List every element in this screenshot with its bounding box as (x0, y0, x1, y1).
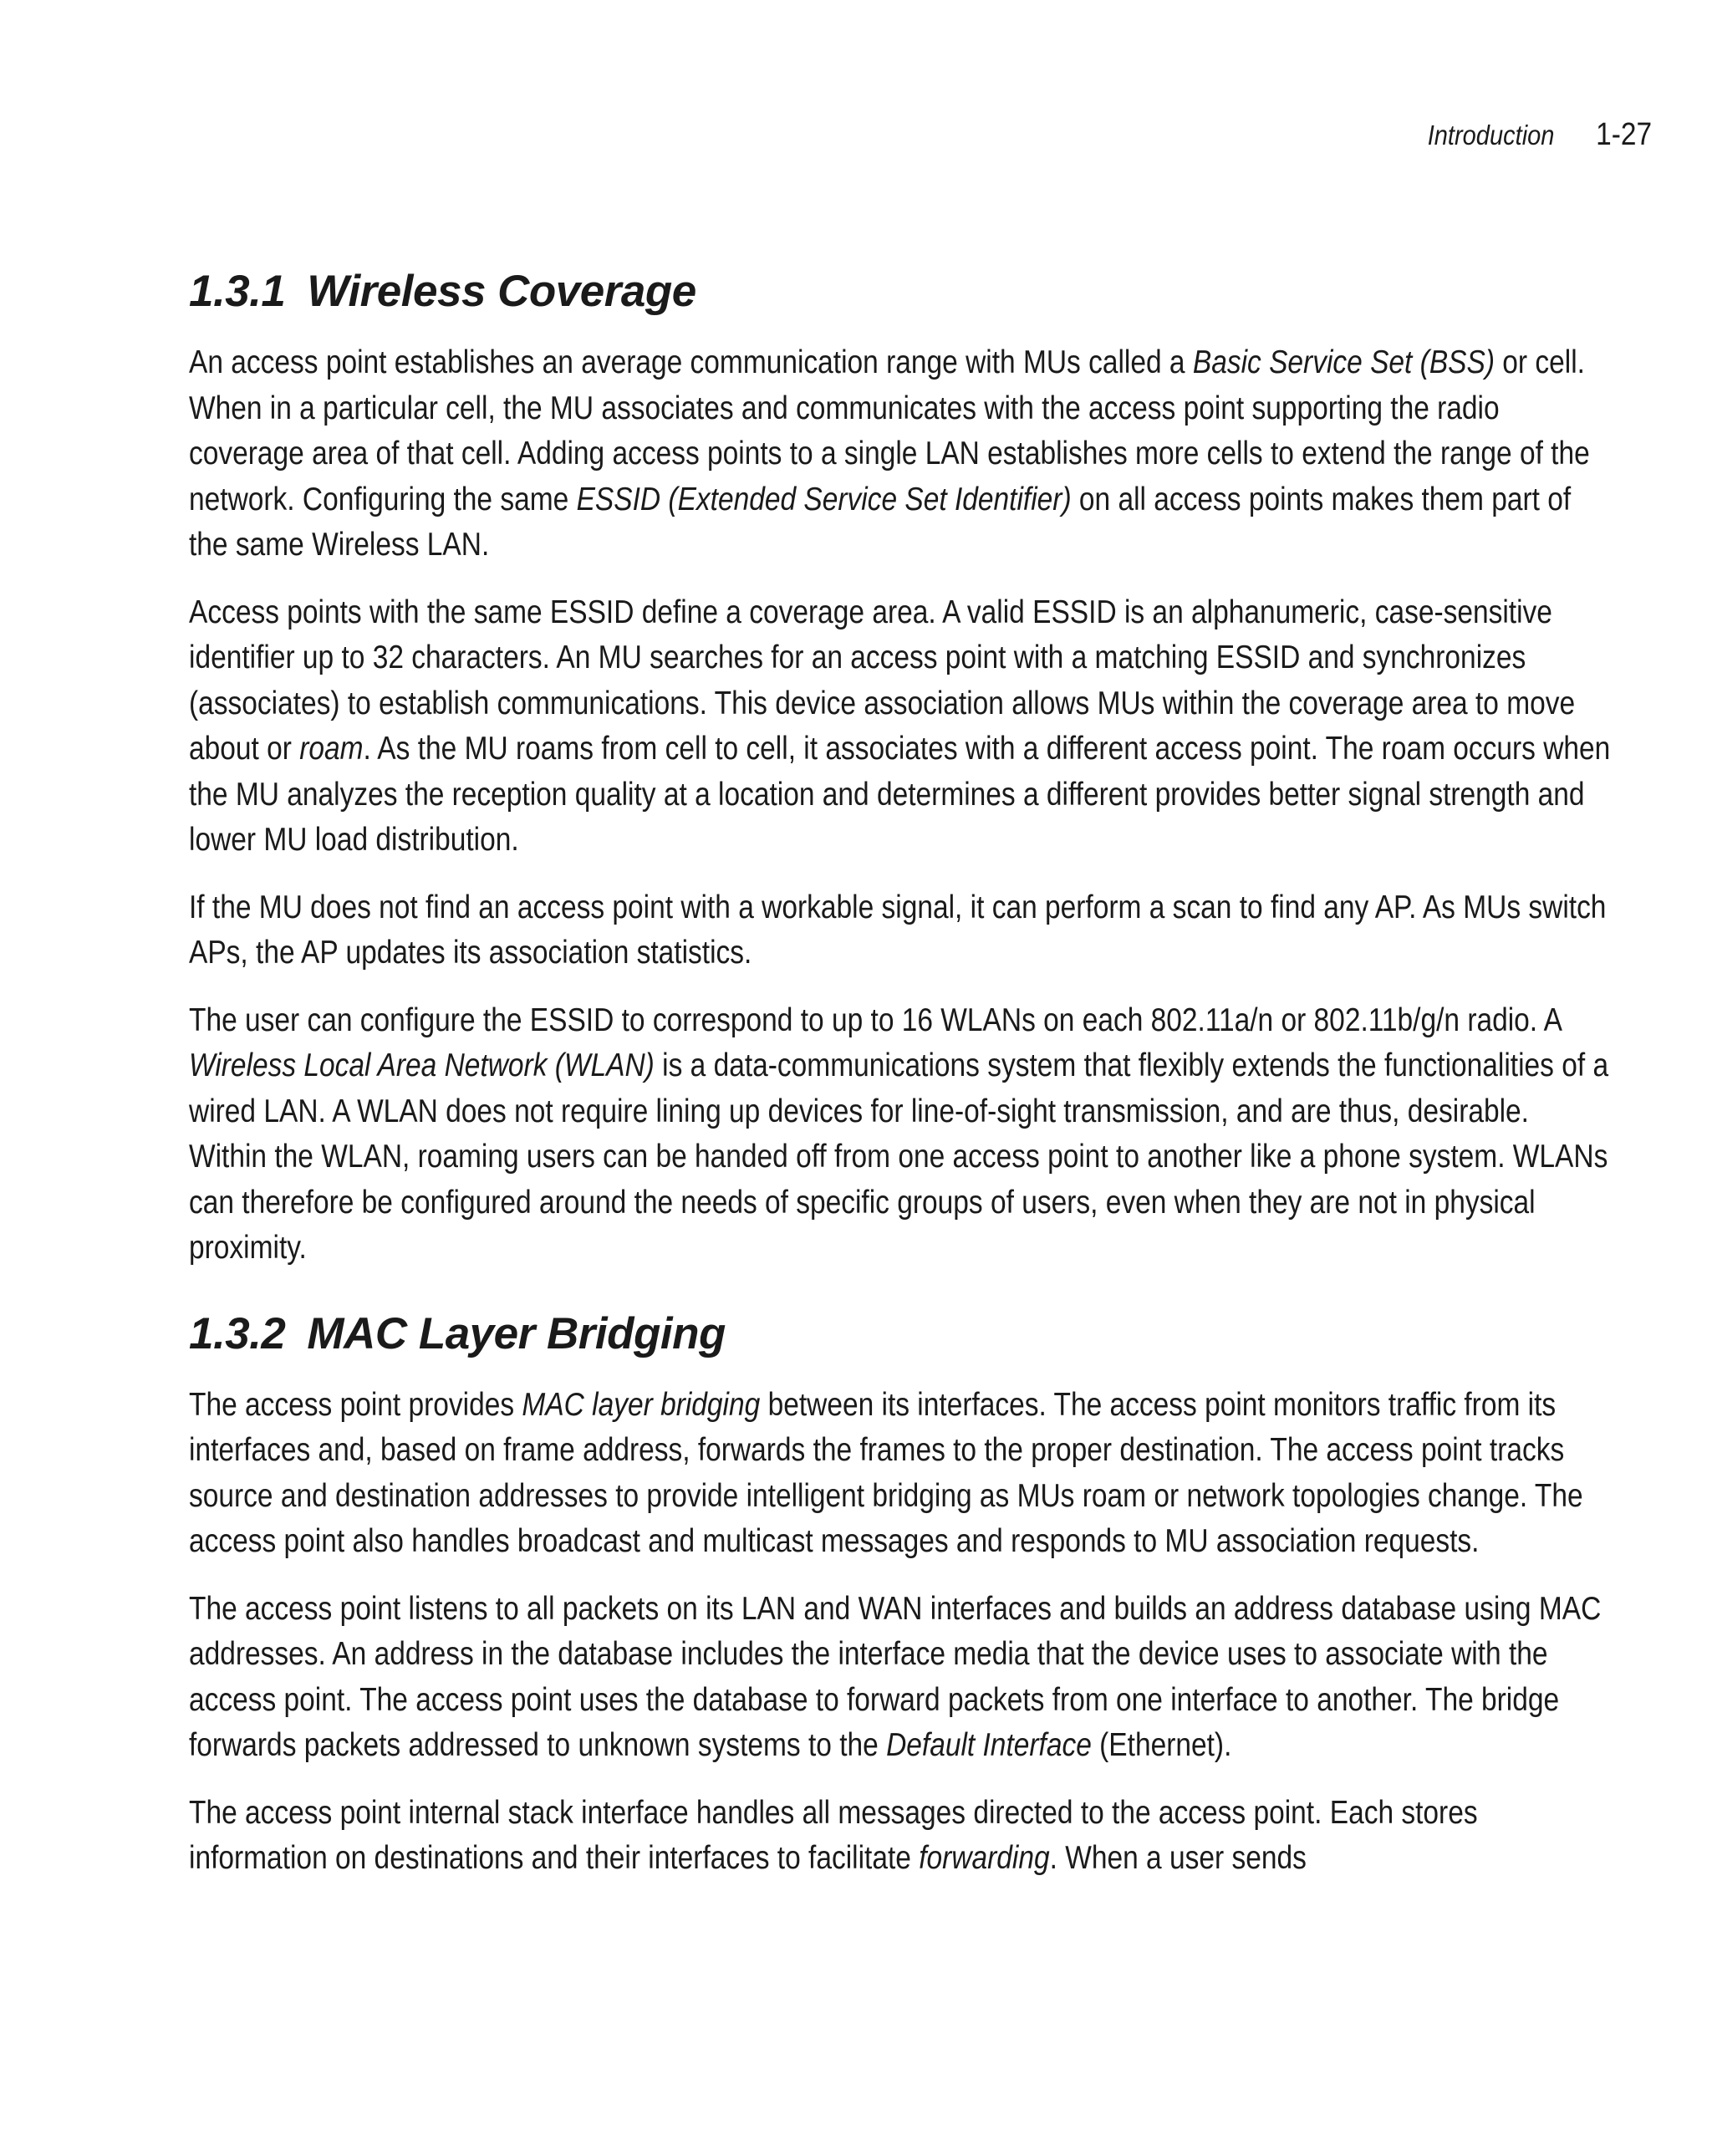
section-heading-mac-layer-bridging (189, 1308, 1610, 1359)
section-number: 1.3.1 (189, 267, 286, 316)
italic-term: Wireless Local Area Network (WLAN) (189, 1047, 655, 1083)
section-title: MAC Layer Bridging (307, 1308, 726, 1358)
italic-term: roam (299, 731, 364, 767)
text-run: Access points with the same ESSID define a coverage area. A valid ESSID is an alphanumeric, case-sensitive identifier up to 32 characters. An MU searches for an access point with a matching ESSID and synchronizes (associates) to establish communications. This device association allows MUs within the coverage area to move about or (189, 594, 1576, 767)
italic-term: forwarding (919, 1840, 1050, 1876)
text-run: . When a user sends (1049, 1840, 1307, 1876)
running-header-title: Introduction (1428, 120, 1555, 150)
italic-term: ESSID (Extended Service Set Identifier) (576, 481, 1072, 517)
section-heading-wireless-coverage (189, 266, 1610, 317)
italic-term: Default Interface (886, 1727, 1092, 1763)
text-run: or cell. When in a particular cell, the MU associates and communicates with the access point supporting the radio coverage area of that cell. Adding access points to a single LAN establishes more cells to extend the range of the network. Configuring the same (189, 344, 1590, 517)
text-run: An access point establishes an average communication range with MUs called a (189, 344, 1193, 380)
text-run: The access point internal stack interface handles all messages directed to the access point. Each stores information on destinations and their interfaces to facilitate (189, 1794, 1478, 1876)
text-run: on all access points makes them part of the same Wireless LAN. (189, 481, 1572, 563)
paragraph (189, 1587, 1614, 1769)
text-run: (Ethernet). (1091, 1727, 1232, 1763)
page-number: 1-27 (1596, 117, 1652, 152)
text-run: The access point listens to all packets on its LAN and WAN interfaces and builds an address database using MAC addresses. An address in the database includes the interface media that the device uses to associate with the access point. The access point uses the database to forward packets from one interface to another. The bridge forwards packets addressed to unknown systems to the (189, 1590, 1602, 1763)
page-header (1410, 117, 1652, 153)
text-run: between its interfaces. The access point monitors traffic from its interfaces and, based on frame address, forwards the frames to the proper destination. The access point tracks source and destination addresses to provide intelligent bridging as MUs roam or network topologies change. The access point also handles broadcast and multicast messages and responds to MU association requests. (189, 1386, 1583, 1559)
paragraph (189, 1791, 1614, 1882)
paragraph: If the MU does not find an access point with a workable signal, it can perform a scan to find any AP. As MUs switch APs, the AP updates its association statistics. (189, 889, 1607, 971)
paragraph (189, 590, 1614, 864)
text-run: is a data-communications system that flexibly extends the functionalities of a wired LAN. A WLAN does not require lining up devices for line-of-sight transmission, and are thus, desirable. Within the WLAN, roaming users can be handed off from one access point to another like a phone system. WLANs can therefore be configured around the needs of specific groups of users, even when they are not in physical proximity. (189, 1047, 1609, 1266)
paragraph (189, 340, 1614, 568)
section-title: Wireless Coverage (307, 267, 696, 316)
paragraph (189, 1383, 1614, 1565)
text-run: The user can configure the ESSID to correspond to up to 16 WLANs on each 802.11a/n or 802.11b/g/n radio. A (189, 1002, 1562, 1038)
italic-term: Basic Service Set (BSS) (1192, 344, 1495, 380)
italic-term: MAC layer bridging (522, 1386, 761, 1423)
text-run: The access point provides (189, 1386, 522, 1423)
paragraph (189, 998, 1614, 1272)
page-body (189, 266, 1610, 1904)
text-run: . As the MU roams from cell to cell, it associates with a different access point. The roam occurs when the MU analyzes the reception quality at a location and determines a different provides better signal strength and lower MU load distribution. (189, 731, 1611, 858)
section-number: 1.3.2 (189, 1308, 286, 1358)
